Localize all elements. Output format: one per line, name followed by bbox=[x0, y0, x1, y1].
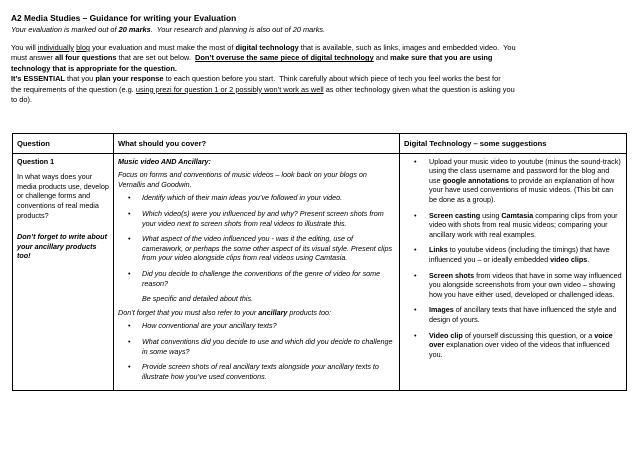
list-item: • Did you decide to challenge the conventions of the genre of video for some reason? bbox=[118, 269, 395, 288]
cover-focus: Focus on forms and conventions of music videos – look back on your blogs on Vernallis and Goodwin. bbox=[118, 170, 367, 189]
intro-paragraph bbox=[11, 43, 627, 105]
document-title: A2 Media Studies – Guidance for writing your Evaluation bbox=[11, 13, 237, 23]
tech-list bbox=[404, 157, 622, 360]
intro-line: must answer all four questions that are set out below. Don’t overuse the same piece of digital technology and make sure that you are using bbox=[11, 53, 493, 63]
table-row bbox=[13, 153, 627, 391]
list-item: • Which video(s) were you influenced by and why? Present screen shots from your video next to screen shots from real videos to illustrate this. bbox=[118, 209, 395, 228]
question-cell bbox=[13, 153, 114, 391]
list-item: • Images of ancillary texts that have influenced the style and design of yours. bbox=[404, 305, 622, 324]
cover-specific: Be specific and detailed about this. bbox=[142, 294, 254, 304]
header-cover: What should you cover? bbox=[114, 134, 400, 154]
question-text: In what ways does your media products use, develop or challenge forms and conventions of real media products? bbox=[17, 172, 109, 220]
header-question: Question bbox=[13, 134, 114, 154]
intro-line: It’s ESSENTIAL that you plan your response to each question before you start. Think carefully about which piece of tech you feel works the best for bbox=[11, 74, 501, 84]
cover-list-b bbox=[118, 321, 395, 381]
document-subtitle: Your evaluation is marked out of 20 marks. Your research and planning is also out of 20 marks. bbox=[11, 25, 326, 34]
tech-cell bbox=[400, 153, 627, 391]
table-header-row bbox=[13, 134, 627, 154]
list-item: • Links to youtube videos (including the timings) that have influenced you – or ideally embedded video clips. bbox=[404, 245, 622, 264]
guidance-table bbox=[12, 133, 627, 391]
document-page bbox=[11, 13, 627, 105]
cover-heading: Music video AND Ancillary: bbox=[118, 156, 211, 166]
intro-line: technology that is appropriate for the question. bbox=[11, 63, 177, 73]
list-item: • Identify which of their main ideas you’ve followed in your video. bbox=[118, 193, 395, 203]
intro-line: You will individually blog your evaluation and must make the most of digital technology that is available, such as links, images and embedded video. You bbox=[11, 43, 516, 52]
question-note: Don’t forget to write about your ancillary products too! bbox=[17, 232, 107, 261]
list-item: • Provide screen shots of real ancillary texts alongside your ancillary texts to illustrate how you’ve used conventions. bbox=[118, 362, 395, 381]
intro-line: the requirements of the question (e.g. using prezi for question 1 or 2 possibly won’t work as well as other technology given what the question is asking you bbox=[11, 84, 515, 94]
list-item: • Screen shots from videos that have in some way influenced you alongside screenshots from your own video – showing how you have either used, developed or challenged ideas. bbox=[404, 271, 622, 300]
question-title: Question 1 bbox=[17, 156, 55, 166]
list-item: • What conventions did you decide to use and which did you decide to challenge in some ways? bbox=[118, 337, 395, 356]
list-item: • Screen casting using Camtasia comparing clips from your video with shots from real music videos; comparing your ancillary work with real examples. bbox=[404, 211, 622, 240]
list-item: • What aspect of the video influenced you - was it the editing, use of camerawork, or perhaps the some other aspect of its visual style. Present clips from your video alongside clips from real videos using Camtasia. bbox=[118, 234, 395, 263]
list-item: • Video clip of yourself discussing this question, or a voice over explanation over video of the videos that influenced you. bbox=[404, 331, 622, 360]
intro-line: to do). bbox=[11, 95, 32, 105]
cover-cell bbox=[114, 153, 400, 391]
header-tech: Digital Technology – some suggestions bbox=[400, 134, 627, 154]
cover-list-a bbox=[118, 193, 395, 288]
list-item: • Upload your music video to youtube (minus the sound-track) using the class username and password for the blog and use google annotations to provide an explanation of how your have used conventions of music videos. (This bit can be done as a group). bbox=[404, 157, 622, 205]
cover-ancillary-intro: Don’t forget that you must also refer to your ancillary products too: bbox=[118, 307, 331, 317]
list-item: • How conventional are your ancillary texts? bbox=[118, 321, 395, 331]
